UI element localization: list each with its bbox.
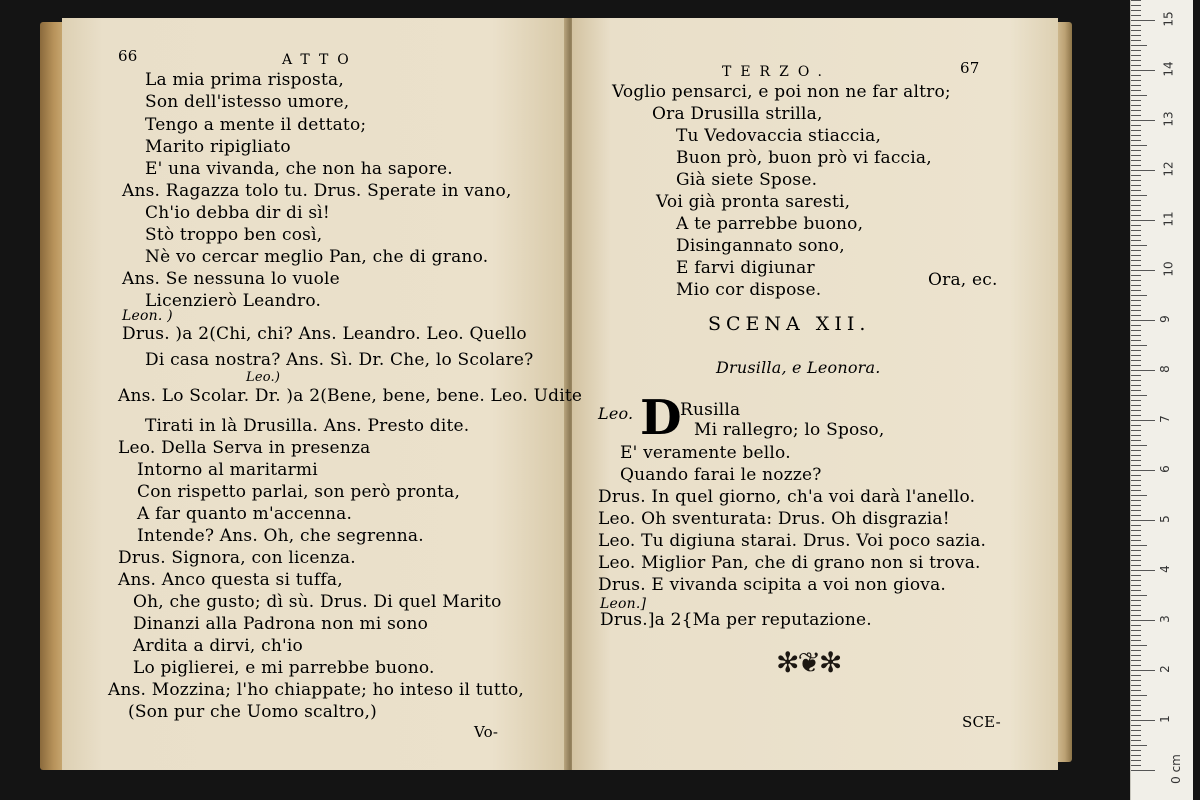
ruler-tick [1131, 595, 1147, 596]
ruler-tick [1131, 710, 1141, 711]
ruler-tick [1131, 330, 1141, 331]
ruler-label: 2 [1157, 665, 1172, 673]
text-line: Disingannato sono, [676, 236, 845, 256]
text-line: Di casa nostra? Ans. Sì. Dr. Che, lo Scolare? [145, 350, 534, 370]
right-running-head: TERZO. [722, 64, 831, 80]
text-line: Leo. Miglior Pan, che di grano non si trova. [598, 553, 981, 573]
ruler-tick [1131, 760, 1141, 761]
ruler-tick [1131, 135, 1141, 136]
ruler-tick [1131, 390, 1141, 391]
ruler-tick [1131, 255, 1141, 256]
ruler-tick [1131, 705, 1141, 706]
ruler-tick [1131, 305, 1141, 306]
ruler-tick [1131, 395, 1147, 396]
ruler-label: 1 [1157, 715, 1172, 723]
ruler-tick [1131, 700, 1141, 701]
ruler-tick [1131, 525, 1141, 526]
text-line: La mia prima risposta, [145, 70, 344, 90]
text-line: Lo piglierei, e mi parrebbe buono. [133, 658, 435, 678]
ruler-tick [1131, 265, 1141, 266]
ruler-tick [1131, 115, 1141, 116]
text-line: Leo. Della Serva in presenza [118, 438, 371, 458]
ruler-tick [1131, 495, 1147, 496]
text-line: Rusilla [680, 400, 741, 420]
measuring-ruler [1130, 0, 1193, 800]
ruler-tick [1131, 215, 1141, 216]
ruler-tick [1131, 445, 1147, 446]
text-line: Ans. Anco questa si tuffa, [118, 570, 343, 590]
left-page-number: 66 [118, 47, 138, 65]
ruler-tick [1131, 160, 1141, 161]
text-line: Tengo a mente il dettato; [145, 115, 367, 135]
ruler-label: 14 [1161, 61, 1176, 77]
ruler-tick [1131, 655, 1141, 656]
text-line: Son dell'istesso umore, [145, 92, 350, 112]
text-line: Intende? Ans. Oh, che segrenna. [137, 526, 424, 546]
text-line: Drus. In quel giorno, ch'a voi darà l'anello. [598, 487, 976, 507]
ruler-tick [1131, 105, 1141, 106]
text-line: Drus. Signora, con licenza. [118, 548, 356, 568]
text-line: Tu Vedovaccia stiaccia, [676, 126, 882, 146]
ruler-tick [1131, 325, 1141, 326]
printer-ornament: ✻❦✻ [776, 646, 841, 679]
ruler-tick [1131, 80, 1141, 81]
text-line: Buon prò, buon prò vi faccia, [676, 148, 932, 168]
ruler-tick [1131, 685, 1141, 686]
ruler-tick [1131, 200, 1141, 201]
ruler-tick [1131, 0, 1141, 1]
ruler-tick [1131, 420, 1155, 421]
ruler-tick [1131, 410, 1141, 411]
ruler-tick [1131, 650, 1141, 651]
ruler-tick [1131, 720, 1155, 721]
ruler-tick [1131, 100, 1141, 101]
ruler-tick [1131, 370, 1155, 371]
text-line: A far quanto m'accenna. [137, 504, 353, 524]
ruler-tick [1131, 590, 1141, 591]
ruler-tick [1131, 510, 1141, 511]
ruler-tick [1131, 530, 1141, 531]
ruler-label: 8 [1157, 365, 1172, 373]
ruler-tick [1131, 730, 1141, 731]
ruler-tick [1131, 715, 1141, 716]
ruler-tick [1131, 540, 1141, 541]
text-line: Licenzierò Leandro. [145, 291, 322, 311]
text-line: Ans. Ragazza tolo tu. Drus. Sperate in vano, [122, 181, 512, 201]
text-line: E' veramente bello. [620, 443, 791, 463]
drop-cap: D [640, 390, 682, 446]
ruler-tick [1131, 345, 1147, 346]
ruler-tick [1131, 580, 1141, 581]
text-line: Ans. Mozzina; l'ho chiappate; ho inteso il tutto, [108, 680, 525, 700]
text-line: A te parrebbe buono, [676, 214, 864, 234]
ruler-tick [1131, 295, 1147, 296]
ruler-tick [1131, 565, 1141, 566]
ruler-tick [1131, 125, 1141, 126]
ruler-tick [1131, 5, 1141, 6]
ruler-tick [1131, 275, 1141, 276]
ruler-label: 13 [1161, 111, 1176, 127]
text-line: Oh, che gusto; dì sù. Drus. Di quel Marito [133, 592, 502, 612]
ruler-tick [1131, 50, 1141, 51]
ruler-tick [1131, 675, 1141, 676]
ruler-tick [1131, 615, 1141, 616]
right-page-number: 67 [960, 59, 980, 77]
text-line: Dinanzi alla Padrona non mi sono [133, 614, 429, 634]
ruler-tick [1131, 475, 1141, 476]
speaker-label: Leo. [598, 404, 634, 423]
ruler-tick [1131, 315, 1141, 316]
ruler-tick [1131, 175, 1141, 176]
ruler-tick [1131, 610, 1141, 611]
ruler-tick [1131, 585, 1141, 586]
ruler-tick [1131, 270, 1155, 271]
text-line: Leo. Tu digiuna starai. Drus. Voi poco sazia. [598, 531, 987, 551]
text-line: Mio cor dispose. [676, 280, 822, 300]
text-line: (Son pur che Uomo scaltro,) [128, 702, 377, 722]
ruler-tick [1131, 355, 1141, 356]
ruler-tick [1131, 145, 1147, 146]
ruler-tick [1131, 195, 1147, 196]
text-line: Marito ripigliato [145, 137, 291, 157]
text-line: Con rispetto parlai, son però pronta, [137, 482, 461, 502]
ruler-tick [1131, 465, 1141, 466]
text-line: Nè vo cercar meglio Pan, che di grano. [145, 247, 489, 267]
ruler-tick [1131, 10, 1141, 11]
ruler-label: 0 cm [1168, 754, 1183, 784]
ruler-tick [1131, 735, 1141, 736]
aside-text: Ora, ec. [928, 270, 998, 290]
ruler-tick [1131, 560, 1141, 561]
ruler-tick [1131, 550, 1141, 551]
ruler-tick [1131, 230, 1141, 231]
ruler-tick [1131, 40, 1141, 41]
text-line: E' una vivanda, che non ha sapore. [145, 159, 453, 179]
ruler-tick [1131, 220, 1155, 221]
ruler-label: 12 [1161, 161, 1176, 177]
ruler-tick [1131, 520, 1155, 521]
ruler-tick [1131, 505, 1141, 506]
ruler-tick [1131, 235, 1141, 236]
right-catchword: SCE- [962, 713, 1001, 731]
ruler-tick [1131, 665, 1141, 666]
ruler-tick [1131, 20, 1155, 21]
text-line: Ch'io debba dir di sì! [145, 203, 330, 223]
text-line: Leon.] [600, 596, 647, 612]
ruler-tick [1131, 165, 1141, 166]
ruler-tick [1131, 755, 1141, 756]
ruler-tick [1131, 575, 1141, 576]
ruler-tick [1131, 515, 1141, 516]
ruler-tick [1131, 750, 1141, 751]
ruler-tick [1131, 95, 1147, 96]
text-line: Già siete Spose. [676, 170, 818, 190]
ruler-tick [1131, 250, 1141, 251]
ruler-tick [1131, 770, 1155, 771]
text-line: Tirati in là Drusilla. Ans. Presto dite. [145, 416, 470, 436]
ruler-tick [1131, 645, 1147, 646]
left-catchword: Vo- [474, 723, 499, 741]
text-line: Drus.]a 2{Ma per reputazione. [600, 610, 872, 630]
text-line: Ans. Lo Scolar. Dr. )a 2(Bene, bene, bene. Leo. Udite [118, 386, 583, 406]
ruler-tick [1131, 60, 1141, 61]
text-line: Leon. ) [122, 308, 173, 324]
ruler-tick [1131, 180, 1141, 181]
ruler-tick [1131, 320, 1155, 321]
ruler-tick [1131, 85, 1141, 86]
ruler-tick [1131, 425, 1141, 426]
ruler-tick [1131, 460, 1141, 461]
ruler-tick [1131, 385, 1141, 386]
ruler-tick [1131, 450, 1141, 451]
ruler-tick [1131, 415, 1141, 416]
ruler-tick [1131, 365, 1141, 366]
ruler-tick [1131, 545, 1147, 546]
ruler-tick [1131, 30, 1141, 31]
ruler-label: 7 [1157, 415, 1172, 423]
ruler-tick [1131, 485, 1141, 486]
ruler-tick [1131, 375, 1141, 376]
ruler-tick [1131, 335, 1141, 336]
text-line: Drus. )a 2(Chi, chi? Ans. Leandro. Leo. Quello [122, 324, 527, 344]
ruler-tick [1131, 670, 1155, 671]
ruler-tick [1131, 680, 1141, 681]
ruler-tick [1131, 455, 1141, 456]
ruler-tick [1131, 110, 1141, 111]
ruler-tick [1131, 400, 1141, 401]
ruler-tick [1131, 745, 1147, 746]
ruler-tick [1131, 535, 1141, 536]
ruler-tick [1131, 45, 1147, 46]
ruler-tick [1131, 440, 1141, 441]
ruler-tick [1131, 690, 1141, 691]
ruler-tick [1131, 405, 1141, 406]
ruler-tick [1131, 90, 1141, 91]
text-line: Leo. Oh sventurata: Drus. Oh disgrazia! [598, 509, 950, 529]
text-line: Ora Drusilla strilla, [652, 104, 823, 124]
ruler-tick [1131, 150, 1141, 151]
ruler-tick [1131, 570, 1155, 571]
text-line: E farvi digiunar [676, 258, 815, 278]
text-line: Voi già pronta saresti, [656, 192, 851, 212]
ruler-tick [1131, 430, 1141, 431]
ruler-tick [1131, 155, 1141, 156]
ruler-label: 3 [1157, 615, 1172, 623]
ruler-label: 11 [1161, 211, 1176, 227]
ruler-tick [1131, 70, 1155, 71]
ruler-tick [1131, 260, 1141, 261]
text-line: Leo.) [246, 370, 281, 385]
ruler-tick [1131, 205, 1141, 206]
ruler-tick [1131, 140, 1141, 141]
ruler-tick [1131, 55, 1141, 56]
ruler-tick [1131, 635, 1141, 636]
ruler-tick [1131, 75, 1141, 76]
ruler-tick [1131, 280, 1141, 281]
ruler-tick [1131, 185, 1141, 186]
ruler-tick [1131, 660, 1141, 661]
text-line: Quando farai le nozze? [620, 465, 822, 485]
ruler-label: 5 [1157, 515, 1172, 523]
text-line: Intorno al maritarmi [137, 460, 318, 480]
ruler-label: 10 [1161, 261, 1176, 277]
ruler-tick [1131, 500, 1141, 501]
ruler-tick [1131, 695, 1147, 696]
ruler-tick [1131, 555, 1141, 556]
ruler-tick [1131, 25, 1141, 26]
scene-subtitle: Drusilla, e Leonora. [716, 358, 881, 377]
ruler-tick [1131, 285, 1141, 286]
ruler-tick [1131, 490, 1141, 491]
scene-title: SCENA XII. [708, 313, 871, 335]
ruler-tick [1131, 600, 1141, 601]
text-line: Mi rallegro; lo Sposo, [694, 420, 885, 440]
ruler-label: 4 [1157, 565, 1172, 573]
ruler-tick [1131, 300, 1141, 301]
ruler-tick [1131, 765, 1141, 766]
ruler-tick [1131, 350, 1141, 351]
ruler-tick [1131, 310, 1141, 311]
ruler-tick [1131, 340, 1141, 341]
ruler-tick [1131, 170, 1155, 171]
ruler-tick [1131, 290, 1141, 291]
ruler-tick [1131, 725, 1141, 726]
text-line: Stò troppo ben così, [145, 225, 323, 245]
ruler-tick [1131, 190, 1141, 191]
ruler-tick [1131, 225, 1141, 226]
text-line: Ans. Se nessuna lo vuole [122, 269, 340, 289]
text-line: Drus. E vivanda scipita a voi non giova. [598, 575, 947, 595]
ruler-tick [1131, 625, 1141, 626]
ruler-tick [1131, 210, 1141, 211]
ruler-tick [1131, 65, 1141, 66]
ruler-tick [1131, 380, 1141, 381]
ruler-tick [1131, 605, 1141, 606]
ruler-label: 9 [1157, 315, 1172, 323]
text-line: Voglio pensarci, e poi non ne far altro; [612, 82, 951, 102]
left-running-head: ATTO [282, 52, 358, 68]
ruler-tick [1131, 640, 1141, 641]
ruler-tick [1131, 245, 1147, 246]
ruler-tick [1131, 620, 1155, 621]
ruler-tick [1131, 240, 1141, 241]
ruler-tick [1131, 470, 1155, 471]
ruler-tick [1131, 120, 1155, 121]
ruler-label: 6 [1157, 465, 1172, 473]
text-line: Ardita a dirvi, ch'io [133, 636, 303, 656]
ruler-tick [1131, 435, 1141, 436]
ruler-tick [1131, 35, 1141, 36]
ruler-tick [1131, 130, 1141, 131]
ruler-label: 15 [1161, 11, 1176, 27]
ruler-tick [1131, 480, 1141, 481]
ruler-tick [1131, 360, 1141, 361]
ruler-tick [1131, 15, 1141, 16]
ruler-tick [1131, 630, 1141, 631]
ruler-tick [1131, 740, 1141, 741]
